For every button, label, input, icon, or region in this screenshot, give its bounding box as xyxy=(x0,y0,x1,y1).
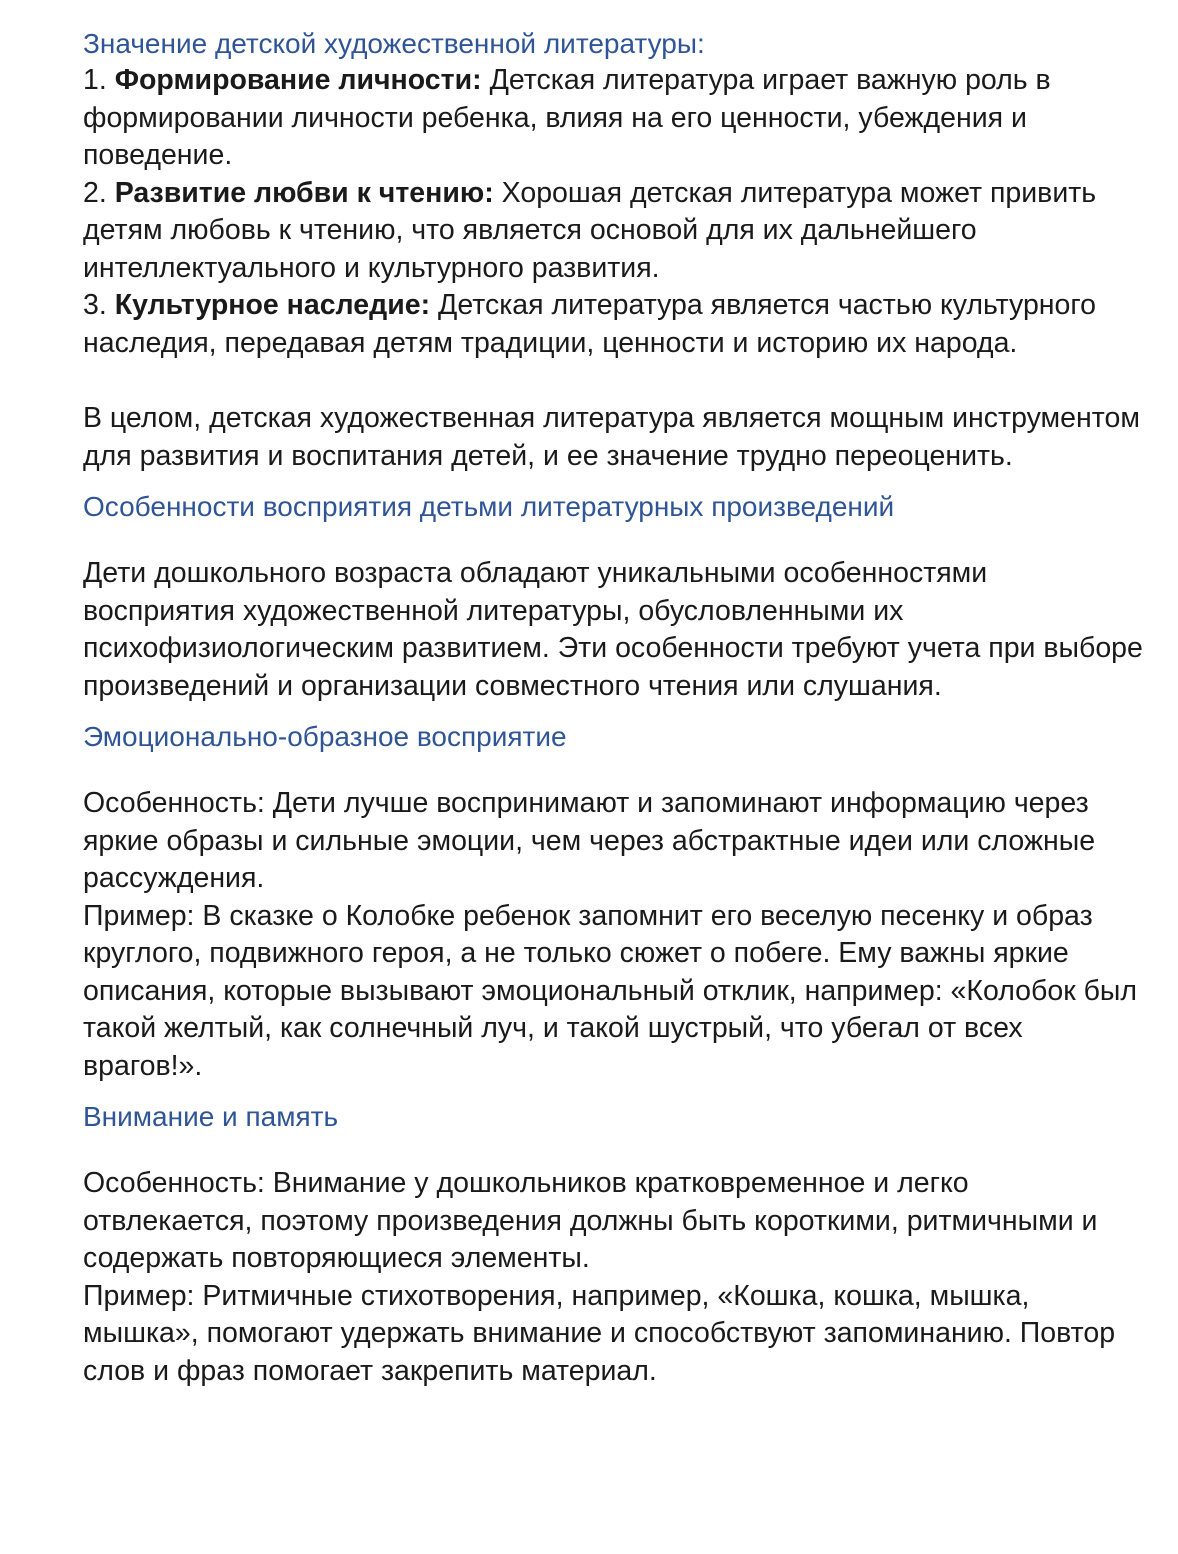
section-heading-perception: Особенности восприятия детьми литературных произведений xyxy=(83,491,895,522)
list-term: Культурное наследие: xyxy=(114,289,431,321)
section-heading-significance: Значение детской художественной литературы: xyxy=(83,28,705,59)
list-text: Детская литература играет важную роль в формировании личности ребенка, влияя на его ценности, убеждения и поведение. xyxy=(83,64,1051,171)
attention-example-paragraph: Пример: Ритмичные стихотворения, например, «Кошка, кошка, мышка, мышка», помогают удержать внимание и способствуют запоминанию. Повтор слов и фраз помогает закрепить материал. xyxy=(83,1279,1116,1387)
list-term: Формирование личности: xyxy=(114,64,482,96)
list-text: Детская литература является частью культурного наследия, передавая детям традиции, ценности и историю их народа. xyxy=(83,289,1097,359)
perception-paragraph: Дети дошкольного возраста обладают уникальными особенностями восприятия художественной литературы, обусловленными их психофизиологическим развитием. Эти особенности требуют учета при выборе произведений и организации совместного чтения или слушания. xyxy=(83,557,1143,702)
list-term: Развитие любви к чтению: xyxy=(114,176,494,209)
conclusion-paragraph: В целом, детская художественная литература является мощным инструментом для развития и воспитания детей, и ее значение трудно переоценить. xyxy=(83,402,1140,472)
list-number: 2. xyxy=(83,176,107,209)
emotional-example-paragraph: Пример: В сказке о Колобке ребенок запомнит его веселую песенку и образ круглого, подвижного героя, а не только сюжет о побеге. Ему важны яркие описания, которые вызывают эмоциональный отклик, например: «Колобок был такой желтый, как солнечный луч, и такой шустрый, что убегал от всех врагов!». xyxy=(83,899,1138,1082)
list-number: 3. xyxy=(83,289,107,321)
section-heading-emotional: Эмоционально-образное восприятие xyxy=(83,721,567,752)
attention-feature-paragraph: Особенность: Внимание у дошкольников кратковременное и легко отвлекается, поэтому произведения должны быть короткими, ритмичными и содержать повторяющиеся элементы. xyxy=(83,1167,1098,1274)
list-number: 1. xyxy=(83,64,107,96)
list-text: Хорошая детская литература может привить детям любовь к чтению, что является основой для их дальнейшего интеллектуального и культурного развития. xyxy=(83,176,1097,284)
section-heading-attention: Внимание и память xyxy=(83,1101,339,1132)
list-item-love-of-reading xyxy=(83,175,1143,288)
list-item-cultural-heritage xyxy=(83,287,1143,362)
list-item-personality xyxy=(83,62,1143,175)
document-page xyxy=(83,26,1143,1390)
emotional-feature-paragraph: Особенность: Дети лучше воспринимают и запоминают информацию через яркие образы и сильные эмоции, чем через абстрактные идеи или сложные рассуждения. xyxy=(83,787,1096,894)
